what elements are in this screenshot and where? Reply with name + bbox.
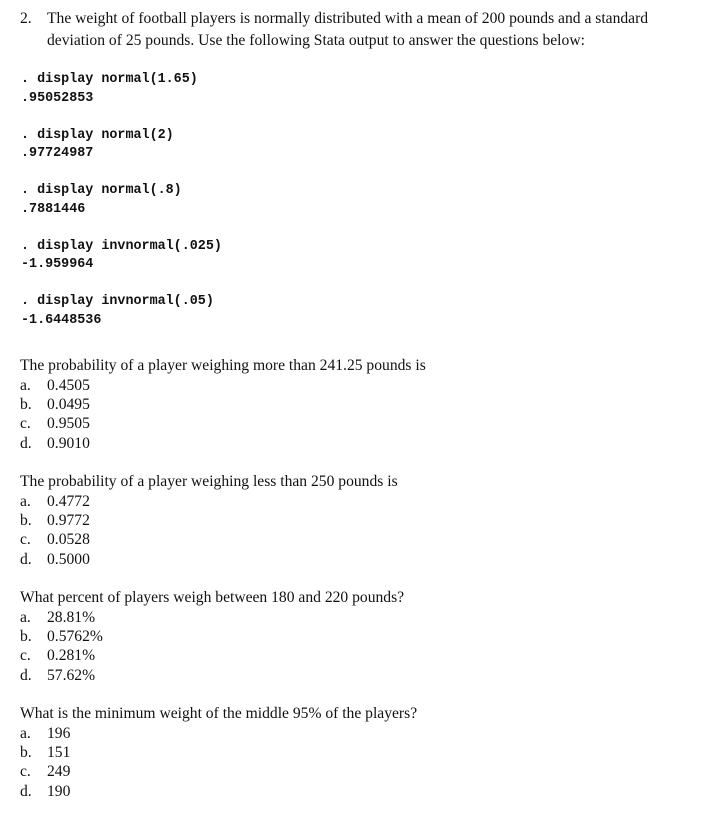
option-letter: d.: [20, 782, 32, 800]
option-b[interactable]: [20, 395, 426, 414]
option-list: [20, 608, 404, 686]
option-letter: d.: [20, 666, 32, 684]
stata-block: [21, 293, 222, 330]
stata-result: .97724987: [21, 146, 94, 161]
option-value: 196: [47, 724, 71, 742]
option-a[interactable]: [20, 492, 398, 511]
option-letter: a.: [20, 376, 31, 394]
option-letter: a.: [20, 492, 31, 510]
question-1: [20, 356, 426, 453]
option-value: 28.81%: [47, 608, 96, 626]
stata-command: . display invnormal(.025): [21, 238, 222, 254]
option-d[interactable]: [20, 434, 426, 453]
stata-result: -1.959964: [21, 257, 94, 272]
option-value: 0.4772: [47, 492, 90, 510]
option-value: 0.9505: [47, 415, 90, 433]
option-value: 190: [47, 782, 71, 800]
option-b[interactable]: [20, 511, 398, 530]
question-text: The probability of a player weighing more than 241.25 pounds is: [20, 357, 426, 374]
question-4: [20, 704, 417, 801]
stata-command: . display normal(2): [21, 127, 174, 143]
option-value: 57.62%: [47, 666, 96, 684]
option-value: 0.0528: [47, 531, 90, 549]
option-letter: c.: [20, 763, 31, 781]
question-text: What is the minimum weight of the middle 95% of the players?: [20, 705, 418, 722]
option-value: 249: [47, 763, 71, 781]
option-c[interactable]: [20, 530, 398, 549]
stata-command: . display normal(.8): [21, 183, 182, 198]
option-letter: b.: [20, 743, 32, 761]
question-text: The probability of a player weighing less than 250 pounds is: [20, 473, 398, 490]
problem-text: The weight of football players is normally distributed with a mean of 200 pounds and a standard deviation of 25 pounds. Use the following Stata output to answer the questions below:: [47, 10, 649, 49]
option-letter: c.: [20, 415, 31, 433]
stata-command: . display invnormal(.05): [21, 294, 214, 309]
option-letter: a.: [20, 608, 31, 626]
question-2: [20, 472, 398, 569]
option-value: 151: [47, 743, 71, 761]
option-c[interactable]: [20, 646, 404, 665]
option-letter: a.: [20, 724, 31, 742]
option-letter: d.: [20, 434, 32, 452]
stata-output: [21, 71, 222, 349]
stata-result: .95052853: [21, 90, 94, 106]
option-value: 0.281%: [47, 647, 96, 665]
option-letter: c.: [20, 531, 31, 549]
option-letter: b.: [20, 395, 32, 413]
option-d[interactable]: [20, 666, 404, 685]
stata-result: -1.6448536: [21, 312, 102, 328]
question-3: [20, 588, 404, 685]
option-value: 0.0495: [47, 395, 90, 413]
option-list: [20, 492, 398, 570]
question-text: What percent of players weigh between 180 and 220 pounds?: [20, 589, 405, 606]
stata-block: [21, 127, 222, 164]
option-d[interactable]: [20, 550, 398, 569]
option-value: 0.5000: [47, 550, 90, 568]
option-b[interactable]: [20, 743, 417, 762]
stata-result: .7881446: [21, 201, 86, 217]
stata-block: [21, 182, 222, 219]
problem-number: 2.: [20, 10, 32, 27]
option-value: 0.9772: [47, 511, 90, 529]
option-b[interactable]: [20, 627, 404, 646]
option-value: 0.9010: [47, 434, 90, 452]
option-letter: b.: [20, 511, 32, 529]
option-value: 0.4505: [47, 376, 90, 394]
stata-block: [21, 238, 222, 275]
option-a[interactable]: [20, 724, 417, 743]
problem-statement: [20, 8, 710, 52]
option-letter: d.: [20, 550, 32, 568]
option-a[interactable]: [20, 376, 426, 395]
option-value: 0.5762%: [47, 627, 103, 645]
stata-command: . display normal(1.65): [21, 72, 198, 87]
option-c[interactable]: [20, 762, 417, 781]
option-list: [20, 724, 417, 802]
option-letter: c.: [20, 647, 31, 665]
option-a[interactable]: [20, 608, 404, 627]
option-letter: b.: [20, 627, 32, 645]
option-list: [20, 376, 426, 454]
option-c[interactable]: [20, 414, 426, 433]
option-d[interactable]: [20, 782, 417, 801]
stata-block: [21, 71, 222, 108]
